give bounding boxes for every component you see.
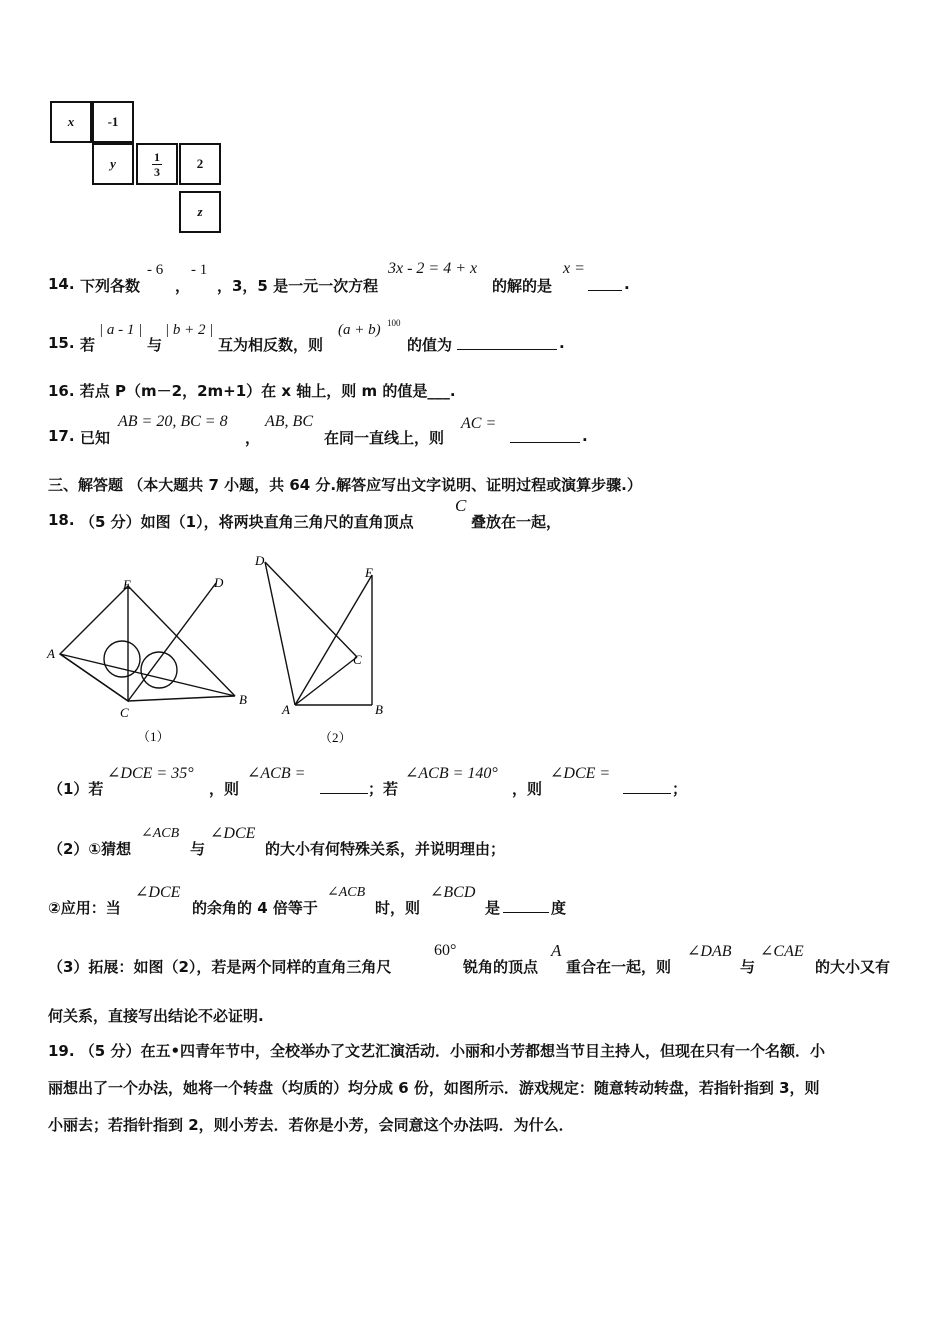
figure-2 bbox=[245, 550, 405, 750]
fig1-label-a: A bbox=[47, 646, 55, 661]
q17-number: 17. bbox=[48, 427, 75, 445]
fig1-triangle-ace bbox=[60, 586, 128, 701]
fig1-label-e: E bbox=[123, 577, 131, 592]
fig1-label-d: D bbox=[214, 575, 224, 590]
question-16: 16. 若点 P（m－2，2m+1）在 x 轴上，则 m 的值是___. bbox=[48, 382, 456, 400]
net-cell-minus1: -1 bbox=[92, 101, 134, 143]
fig2-label-b: B bbox=[375, 702, 383, 717]
q18-p1-blank-1[interactable] bbox=[320, 779, 368, 794]
figure-1 bbox=[40, 565, 260, 750]
fig1-circle-right bbox=[141, 652, 177, 688]
net-cell-x: x bbox=[50, 101, 92, 143]
section-3-heading: 三、解答题 （本大题共 7 小题，共 64 分.解答应写出文字说明、证明过程或演算步骤.） bbox=[48, 476, 642, 494]
q17-answer-blank[interactable] bbox=[510, 428, 580, 443]
fig1-label-c: C bbox=[120, 705, 129, 720]
q18-p3-blank[interactable] bbox=[503, 898, 549, 913]
fig2-label-d: D bbox=[255, 553, 265, 568]
fig1-circle-left bbox=[104, 641, 140, 677]
net-cell-2: 2 bbox=[179, 143, 221, 185]
q15-number: 15. bbox=[48, 334, 75, 352]
fig2-label-c: C bbox=[353, 652, 362, 667]
q14-answer-blank[interactable] bbox=[588, 276, 622, 291]
fig1-caption: （1） bbox=[137, 729, 170, 744]
net-cell-z: z bbox=[179, 191, 221, 233]
fig2-label-e: E bbox=[365, 565, 373, 580]
net-cell-fraction: $\frac{1}{3}$ bbox=[136, 143, 178, 185]
q18-number: 18. bbox=[48, 511, 75, 529]
q14-number: 14. bbox=[48, 275, 75, 293]
net-cell-y: y bbox=[92, 143, 134, 185]
fig2-caption: （2） bbox=[319, 730, 352, 745]
fig2-label-a: A bbox=[282, 702, 290, 717]
fig1-triangle-acb bbox=[60, 654, 235, 701]
fig1-label-b: B bbox=[239, 692, 247, 707]
q18-p1-blank-2[interactable] bbox=[623, 779, 671, 794]
q15-answer-blank[interactable] bbox=[457, 335, 557, 350]
